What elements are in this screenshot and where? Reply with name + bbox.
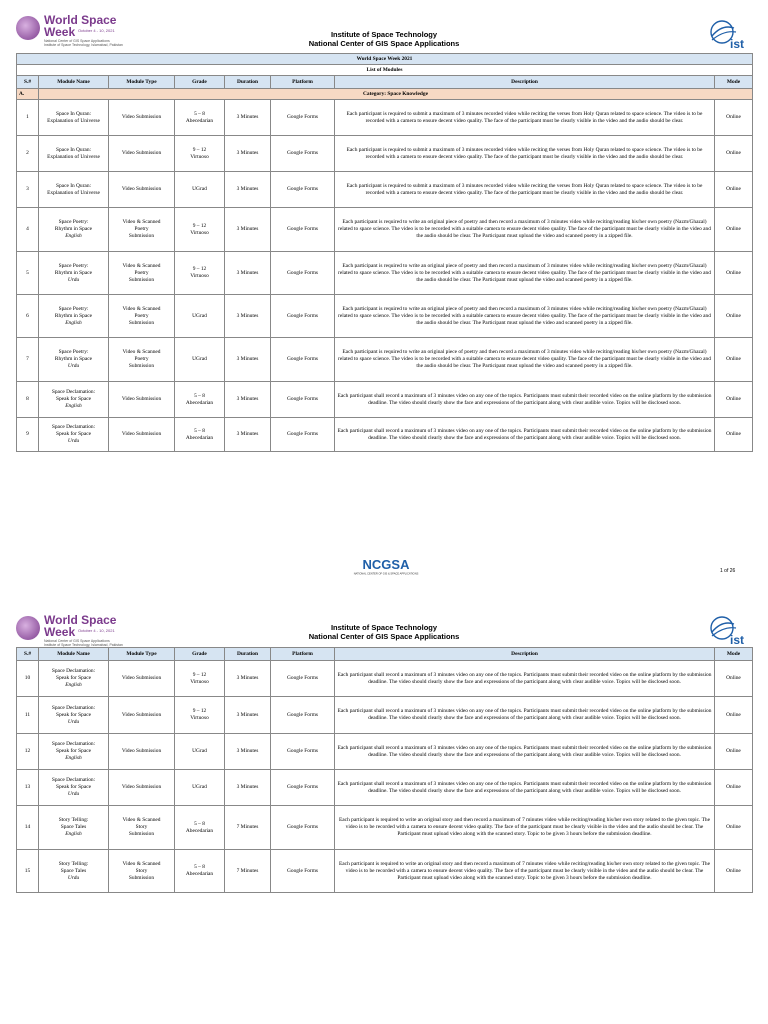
cell-module-type: Video & Scanned Story Submission (109, 850, 175, 893)
cell-module-name: Space Declamation: Speak for Space Urdu (39, 697, 109, 734)
table-subtitle: List of Modules (17, 65, 753, 76)
cell-description: Each participant is required to submit a maximum of 3 minutes recorded video while reciting the verses from Holy Quran related to space science. The video is to be recorded with a camera to ensure decent video quality. The face of the participant must be clearly visible in the video and the audio should be clear. (335, 136, 715, 172)
table-row (17, 172, 753, 208)
cell-sn: 2 (17, 136, 39, 172)
table-header-row (17, 648, 753, 661)
table-row (17, 338, 753, 382)
cell-platform: Google Forms (271, 208, 335, 252)
cell-duration: 3 Minutes (225, 734, 271, 770)
cell-description: Each participant shall record a maximum of 3 minutes video on any one of the topics. Participants must submit their recorded video on the online platform by the submission deadline. The video should clearly show the face and expressions of the participant along with clear audible voice. Topics will be disclosed soon. (335, 661, 715, 697)
cell-grade: 5 – 8 Abecedarian (175, 850, 225, 893)
cell-description: Each participant is required to write an original piece of poetry and then record a maximum of 3 minutes video while reciting/reading his/her own poetry (Nazm/Ghazal) related to space science. The video is to be recorded with a suitable camera to ensure decent video quality. The face of the participant must be clearly visible in the video and the audio should be clear. The Participant must upload the video and scanned poetry in a zipped file. (335, 295, 715, 338)
cell-module-type: Video Submission (109, 734, 175, 770)
cell-sn: 6 (17, 295, 39, 338)
cell-module-name: Story Telling: Space Tales English (39, 806, 109, 850)
cell-duration: 3 Minutes (225, 100, 271, 136)
logo-dates: October 4 - 10, 2021 (78, 28, 115, 33)
cell-grade: 5 – 8 Abecedarian (175, 382, 225, 418)
cell-module-name: Space In Quran: Explanation of Universe (39, 136, 109, 172)
cell-grade: 5 – 8 Abecedarian (175, 418, 225, 452)
cell-grade: 5 – 8 Abecedarian (175, 806, 225, 850)
col-header-description: Description (335, 648, 715, 661)
cell-platform: Google Forms (271, 770, 335, 806)
cell-mode: Online (715, 806, 753, 850)
table-row (17, 418, 753, 452)
cell-mode: Online (715, 100, 753, 136)
cell-duration: 3 Minutes (225, 382, 271, 418)
col-header-mode: Mode (715, 648, 753, 661)
cell-sn: 1 (17, 100, 39, 136)
col-header-platform: Platform (271, 648, 335, 661)
ncgsa-logo (344, 556, 428, 576)
cell-sn: 7 (17, 338, 39, 382)
table-row (17, 252, 753, 295)
cell-module-type: Video Submission (109, 100, 175, 136)
col-header-duration: Duration (225, 76, 271, 89)
cell-mode: Online (715, 734, 753, 770)
cell-description: Each participant shall record a maximum of 3 minutes video on any one of the topics. Participants must submit their recorded video on the online platform by the submission deadline. The video should clearly show the face and expressions of the participant along with clear audible voice. Topics will be disclosed soon. (335, 770, 715, 806)
table-row (17, 697, 753, 734)
cell-description: Each participant is required to submit a maximum of 3 minutes recorded video while reciting the verses from Holy Quran related to space science. The video is to be recorded with a camera to ensure decent video quality. The face of the participant must be clearly visible in the video and the audio should be clear. (335, 100, 715, 136)
cell-description: Each participant is required to write an original story and then record a maximum of 7 minutes video while reciting/reading his/her own story related to the given topic. The video is to be recorded with a camera to ensure decent video quality. The face of the participant must be clearly visible in the video and the audio should be clear. The Participant must upload video along with the scanned story. Topic to be given 3 hours before the submission deadline. (335, 850, 715, 893)
cell-sn: 13 (17, 770, 39, 806)
page-header (0, 0, 768, 60)
modules-table-continued (16, 647, 753, 893)
cell-duration: 3 Minutes (225, 136, 271, 172)
cell-sn: 14 (17, 806, 39, 850)
cell-description: Each participant is required to write an original story and then record a maximum of 7 minutes video while reciting/reading his/her own story related to the given topic. The video is to be recorded with a camera to ensure decent video quality. The face of the participant must be clearly visible in the video and the audio should be clear. The Participant must upload video along with the scanned story. Topic to be given 3 hours before the submission deadline. (335, 806, 715, 850)
cell-mode: Online (715, 252, 753, 295)
cell-module-name: Space In Quran: Explanation of Universe (39, 100, 109, 136)
ncgsa-logo-subtitle: NATIONAL CENTER OF GIS & SPACE APPLICATIONS (353, 572, 419, 576)
table-row (17, 382, 753, 418)
cell-grade: UGrad (175, 734, 225, 770)
cell-description: Each participant shall record a maximum of 3 minutes video on any one of the topics. Participants must submit their recorded video on the online platform by the submission deadline. The video should clearly show the face and expressions of the participant along with clear audible voice. Topics will be disclosed soon. (335, 734, 715, 770)
col-header-grade: Grade (175, 76, 225, 89)
cell-platform: Google Forms (271, 418, 335, 452)
table-row (17, 734, 753, 770)
cell-module-type: Video Submission (109, 661, 175, 697)
cell-grade: 5 – 8 Abecedarian (175, 100, 225, 136)
center-name: National Center of GIS Space Applications (308, 39, 460, 48)
logo-subtitle: National Center of GIS Space Applications Institute of Space Technology, Islamabad, Pakistan (44, 39, 123, 47)
cell-sn: 3 (17, 172, 39, 208)
cell-sn: 4 (17, 208, 39, 252)
col-header-module-type: Module Type (109, 648, 175, 661)
cell-mode: Online (715, 136, 753, 172)
table-row (17, 136, 753, 172)
cell-grade: 9 – 12 Virtuoso (175, 208, 225, 252)
cell-mode: Online (715, 661, 753, 697)
cell-sn: 10 (17, 661, 39, 697)
logo-subtitle: National Center of GIS Space Applications Institute of Space Technology, Islamabad, Pakistan (44, 639, 123, 647)
cell-duration: 3 Minutes (225, 208, 271, 252)
cell-platform: Google Forms (271, 172, 335, 208)
cell-mode: Online (715, 382, 753, 418)
cell-platform: Google Forms (271, 734, 335, 770)
cell-platform: Google Forms (271, 136, 335, 172)
cell-module-name: Space Poetry: Rhythm in Space English (39, 208, 109, 252)
cell-mode: Online (715, 697, 753, 734)
cell-platform: Google Forms (271, 100, 335, 136)
document-page-2 (0, 606, 768, 906)
logo-title-line-2: Week (44, 625, 76, 639)
category-label: Category: Space Knowledge (39, 89, 753, 100)
cell-mode: Online (715, 850, 753, 893)
cell-platform: Google Forms (271, 295, 335, 338)
cell-platform: Google Forms (271, 382, 335, 418)
cell-grade: 9 – 12 Virtuoso (175, 252, 225, 295)
cell-module-type: Video & Scanned Poetry Submission (109, 338, 175, 382)
col-header-sn: S.# (17, 648, 39, 661)
cell-duration: 7 Minutes (225, 806, 271, 850)
cell-sn: 11 (17, 697, 39, 734)
col-header-module-name: Module Name (39, 648, 109, 661)
cell-grade: UGrad (175, 172, 225, 208)
table-row (17, 806, 753, 850)
cell-duration: 3 Minutes (225, 418, 271, 452)
logo-title-line-1: World Space (44, 613, 117, 627)
cell-platform: Google Forms (271, 338, 335, 382)
cell-module-name: Space Poetry: Rhythm in Space English (39, 295, 109, 338)
cell-description: Each participant is required to write an original piece of poetry and then record a maximum of 3 minutes video while reciting/reading his/her own poetry (Nazm/Ghazal) related to space science. The video is to be recorded with a suitable camera to ensure decent video quality. The face of the participant must be clearly visible in the video and the audio should be clear. The Participant must upload the video and scanned poetry in a zipped file. (335, 252, 715, 295)
cell-sn: 8 (17, 382, 39, 418)
cell-module-name: Story Telling: Space Tales Urdu (39, 850, 109, 893)
col-header-description: Description (335, 76, 715, 89)
cell-module-type: Video & Scanned Story Submission (109, 806, 175, 850)
cell-grade: 9 – 12 Virtuoso (175, 136, 225, 172)
cell-mode: Online (715, 208, 753, 252)
cell-module-type: Video Submission (109, 418, 175, 452)
cell-module-type: Video Submission (109, 382, 175, 418)
cell-grade: 9 – 12 Virtuoso (175, 697, 225, 734)
cell-mode: Online (715, 770, 753, 806)
cell-mode: Online (715, 295, 753, 338)
cell-description: Each participant is required to write an original piece of poetry and then record a maximum of 3 minutes video while reciting/reading his/her own poetry (Nazm/Ghazal) related to space science. The video is to be recorded with a suitable camera to ensure decent video quality. The face of the participant must be clearly visible in the video and the audio should be clear. The Participant must upload the video and scanned poetry in a zipped file. (335, 338, 715, 382)
cell-module-name: Space Declamation: Speak for Space Urdu (39, 770, 109, 806)
table-row (17, 770, 753, 806)
cell-duration: 3 Minutes (225, 172, 271, 208)
cell-description: Each participant shall record a maximum of 3 minutes video on any one of the topics. Participants must submit their recorded video on the online platform by the submission deadline. The video should clearly show the face and expressions of the participant along with clear audible voice. Topics will be disclosed soon. (335, 382, 715, 418)
col-header-grade: Grade (175, 648, 225, 661)
cell-module-name: Space In Quran: Explanation of Universe (39, 172, 109, 208)
table-row (17, 208, 753, 252)
table-row (17, 850, 753, 893)
ist-logo-text: ist (730, 37, 745, 50)
cell-module-type: Video Submission (109, 697, 175, 734)
table-row (17, 661, 753, 697)
table-row (17, 100, 753, 136)
table-body-page-2 (17, 661, 753, 893)
col-header-platform: Platform (271, 76, 335, 89)
col-header-module-name: Module Name (39, 76, 109, 89)
page-number: 1 of 26 (720, 568, 736, 574)
cell-sn: 12 (17, 734, 39, 770)
cell-module-type: Video Submission (109, 172, 175, 208)
cell-module-name: Space Poetry: Rhythm in Space Urdu (39, 338, 109, 382)
cell-sn: 9 (17, 418, 39, 452)
cell-module-type: Video & Scanned Poetry Submission (109, 295, 175, 338)
cell-platform: Google Forms (271, 252, 335, 295)
cell-duration: 3 Minutes (225, 295, 271, 338)
cell-module-name: Space Declamation: Speak for Space English (39, 382, 109, 418)
table-row (17, 295, 753, 338)
cell-grade: 9 – 12 Virtuoso (175, 661, 225, 697)
cell-duration: 7 Minutes (225, 850, 271, 893)
cell-platform: Google Forms (271, 661, 335, 697)
table-header-row (17, 76, 753, 89)
cell-duration: 3 Minutes (225, 252, 271, 295)
cell-sn: 15 (17, 850, 39, 893)
center-name: National Center of GIS Space Applications (308, 632, 460, 641)
cell-module-name: Space Poetry: Rhythm in Space Urdu (39, 252, 109, 295)
cell-mode: Online (715, 338, 753, 382)
cell-mode: Online (715, 418, 753, 452)
cell-description: Each participant is required to submit a maximum of 3 minutes recorded video while reciting the verses from Holy Quran related to space science. The video is to be recorded with a camera to ensure decent video quality. The face of the participant must be clearly visible in the video and the audio should be clear. (335, 172, 715, 208)
cell-duration: 3 Minutes (225, 338, 271, 382)
table-body-page-1 (17, 100, 753, 452)
modules-table (16, 53, 753, 452)
ist-logo (700, 614, 752, 646)
cell-duration: 3 Minutes (225, 661, 271, 697)
cell-module-name: Space Declamation: Speak for Space English (39, 661, 109, 697)
col-header-duration: Duration (225, 648, 271, 661)
cell-duration: 3 Minutes (225, 697, 271, 734)
cell-platform: Google Forms (271, 850, 335, 893)
cell-description: Each participant shall record a maximum of 3 minutes video on any one of the topics. Participants must submit their recorded video on the online platform by the submission deadline. The video should clearly show the face and expressions of the participant along with clear audible voice. Topics will be disclosed soon. (335, 418, 715, 452)
cell-grade: UGrad (175, 770, 225, 806)
cell-platform: Google Forms (271, 697, 335, 734)
cell-platform: Google Forms (271, 806, 335, 850)
col-header-module-type: Module Type (109, 76, 175, 89)
institute-name: Institute of Space Technology (330, 30, 438, 39)
cell-description: Each participant shall record a maximum of 3 minutes video on any one of the topics. Participants must submit their recorded video on the online platform by the submission deadline. The video should clearly show the face and expressions of the participant along with clear audible voice. Topics will be disclosed soon. (335, 697, 715, 734)
table-title: World Space Week 2021 (17, 54, 753, 65)
cell-grade: UGrad (175, 338, 225, 382)
ist-logo-text: ist (730, 633, 745, 646)
col-header-mode: Mode (715, 76, 753, 89)
logo-title-line-1: World Space (44, 13, 117, 27)
ncgsa-logo-text: NCGSA (362, 557, 410, 572)
cell-module-name: Space Declamation: Speak for Space Urdu (39, 418, 109, 452)
cell-mode: Online (715, 172, 753, 208)
cell-module-type: Video & Scanned Poetry Submission (109, 208, 175, 252)
institute-name: Institute of Space Technology (330, 623, 438, 632)
cell-duration: 3 Minutes (225, 770, 271, 806)
cell-module-type: Video Submission (109, 136, 175, 172)
cell-grade: UGrad (175, 295, 225, 338)
cell-description: Each participant is required to write an original piece of poetry and then record a maximum of 3 minutes video while reciting/reading his/her own poetry (Nazm/Ghazal) related to space science. The video is to be recorded with a suitable camera to ensure decent video quality. The face of the participant must be clearly visible in the video and the audio should be clear. The Participant must upload the video and scanned poetry in a zipped file. (335, 208, 715, 252)
cell-sn: 5 (17, 252, 39, 295)
cell-module-type: Video Submission (109, 770, 175, 806)
col-header-sn: S.# (17, 76, 39, 89)
category-row (17, 89, 753, 100)
logo-dates: October 4 - 10, 2021 (78, 628, 115, 633)
cell-module-name: Space Declamation: Speak for Space English (39, 734, 109, 770)
ist-logo (700, 18, 752, 50)
cell-module-type: Video & Scanned Poetry Submission (109, 252, 175, 295)
category-letter: A. (17, 89, 39, 100)
logo-title-line-2: Week (44, 25, 76, 39)
